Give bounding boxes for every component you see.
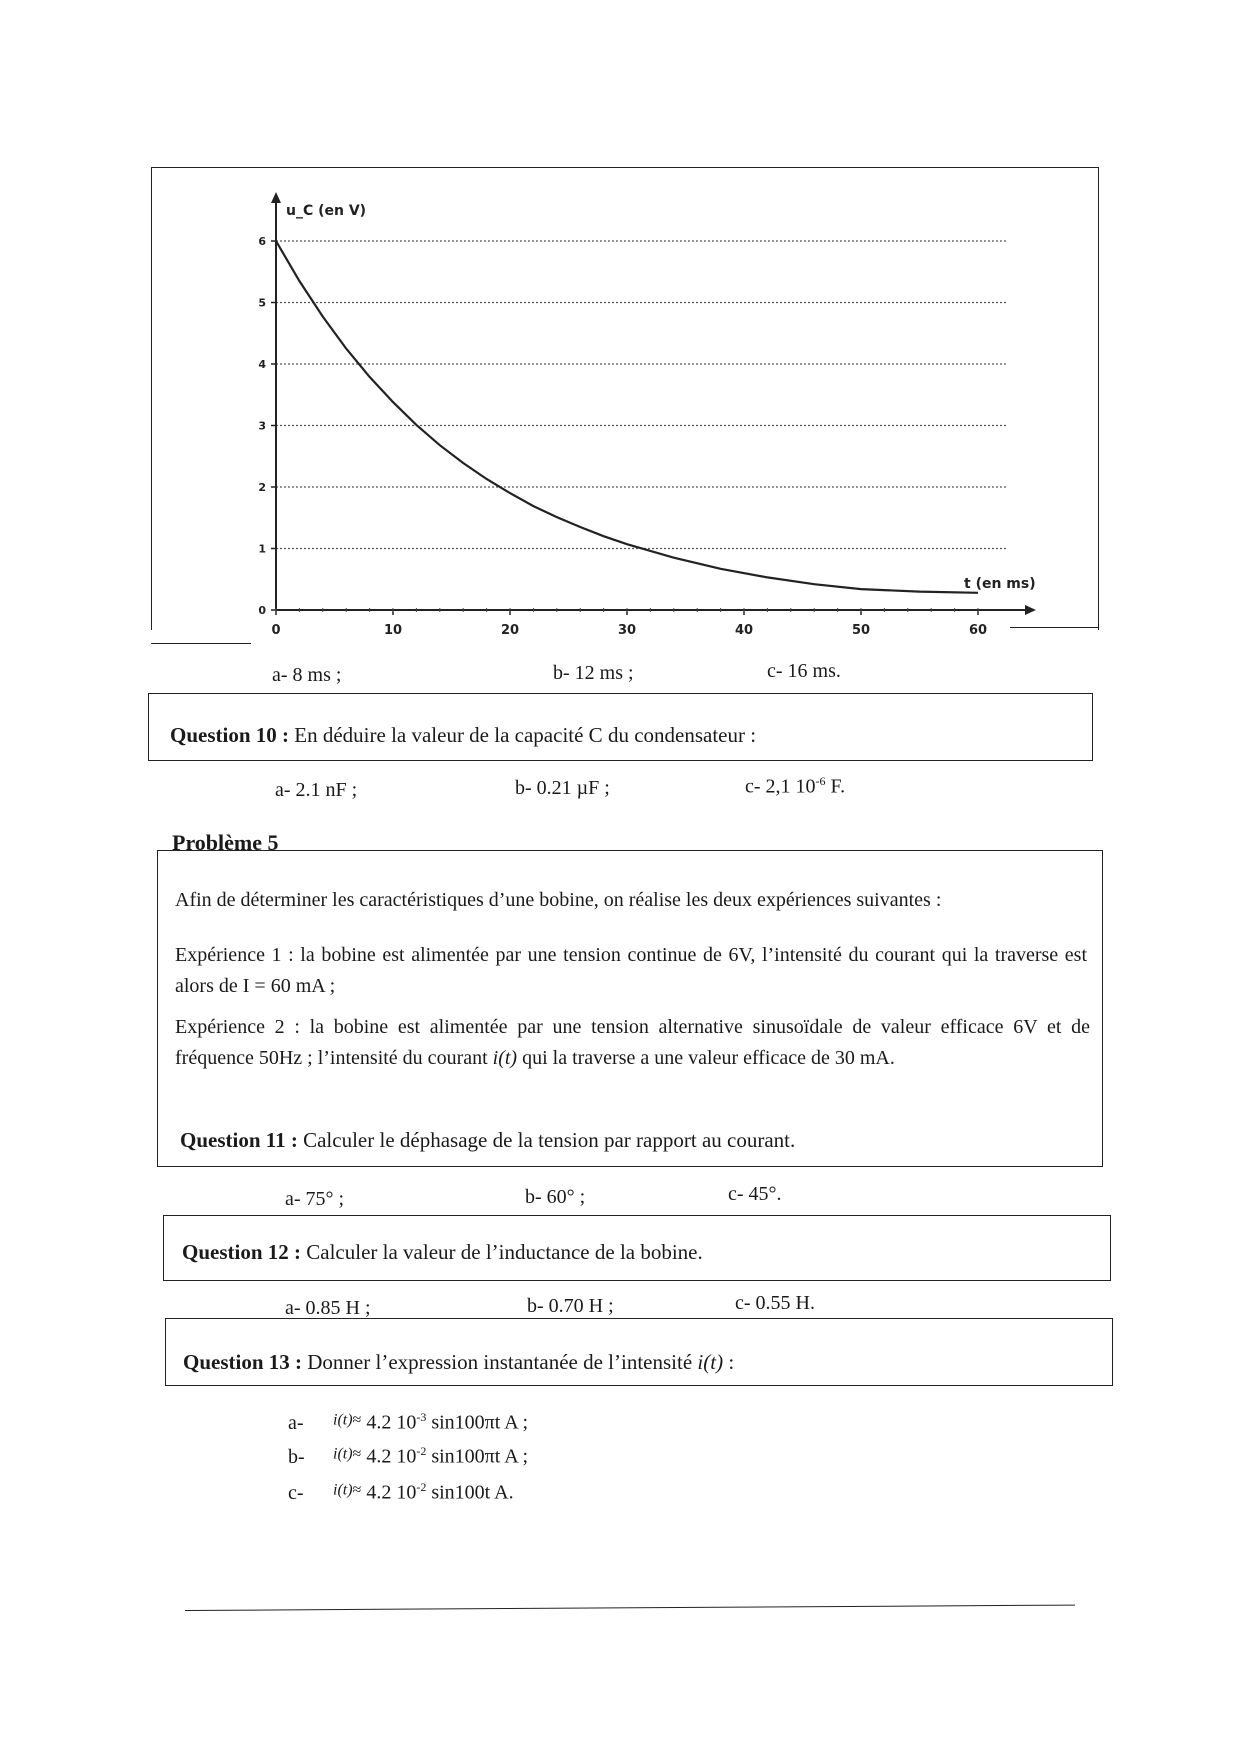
q10-answer-c-unit: F. [825, 775, 846, 798]
question-11-label: Question 11 : [180, 1128, 298, 1152]
question-11-line [180, 1128, 795, 1153]
question-13-label: Question 13 : [183, 1350, 303, 1374]
question-12-text: Calculer la valeur de l’inductance de la bobine. [306, 1240, 703, 1264]
q10-answer-c-base: c- 2,1 10 [745, 775, 816, 798]
y-tick-label: 4 [258, 358, 266, 371]
y-tick-label: 2 [258, 481, 266, 494]
q13-answer-base: 4.2 10 [366, 1411, 417, 1434]
x-tick-label: 60 [968, 623, 988, 638]
y-tick-label: 5 [258, 296, 266, 310]
x-tick-label: 50 [851, 623, 871, 638]
q13-answer-b [288, 1444, 528, 1469]
q12-answer-c: c- 0.55 H. [735, 1292, 815, 1314]
q13-answer-variable: i(t) [333, 1411, 353, 1429]
question-11-text: Calculer le déphasage de la tension par rapport au courant. [303, 1128, 796, 1152]
q9-answer-b: b- 12 ms ; [553, 662, 634, 684]
q10-answer-c [745, 774, 845, 799]
experience-2-text-end: qui la traverse a une valeur efficace de 30 mA. [517, 1047, 895, 1069]
problem-5-experience-1: Expérience 1 : la bobine est alimentée par une tension continue de 6V, l’intensité du courant qui la traverse est alors de I = 60 mA ; [175, 944, 1087, 997]
series-uc-curve [276, 241, 978, 593]
q12-answer-a: a- 0.85 H ; [285, 1297, 371, 1319]
question-13-line [183, 1350, 734, 1375]
problem-5-intro: Afin de déterminer les caractéristiques d’une bobine, on réalise les deux expériences suivantes : [175, 889, 942, 911]
y-tick-label: 0 [258, 604, 266, 617]
footer-rule [185, 1605, 1075, 1611]
y-axis-arrow-icon [271, 192, 281, 203]
q11-answer-c: c- 45°. [728, 1183, 782, 1205]
q13-answer-expression: sin100πt A ; [426, 1411, 529, 1434]
q13-answer-variable: i(t) [333, 1445, 353, 1463]
y-tick-label: 1 [258, 542, 266, 556]
question-12-line [182, 1240, 703, 1265]
x-tick-label: 40 [734, 623, 754, 638]
chart-box-bottom-left-line [151, 643, 251, 644]
q13-answer-exponent: -2 [416, 1444, 427, 1458]
experience-2-text-start: Expérience 2 : la bobine est alimentée par une tension alternative sinusoïdale de valeur efficace 6V et de fréquence 50Hz ; l’intensité du courant [175, 1016, 1090, 1069]
q10-answer-b: b- 0.21 µF ; [515, 777, 610, 799]
q10-answer-a: a- 2.1 nF ; [275, 779, 358, 801]
x-tick-label: 0 [271, 623, 281, 638]
q12-answer-b: b- 0.70 H ; [527, 1295, 614, 1317]
q13-answer-expression: sin100πt A ; [426, 1445, 529, 1468]
q13-answer-exponent: -2 [416, 1480, 427, 1494]
question-13-text-end: : [723, 1350, 735, 1374]
question-13-current-symbol: i(t) [697, 1350, 724, 1374]
q13-answer-base: 4.2 10 [366, 1445, 417, 1468]
x-tick-label: 10 [383, 623, 403, 638]
question-10-text: En déduire la valeur de la capacité C du condensateur : [294, 723, 757, 747]
x-axis-arrow-icon [1025, 605, 1036, 615]
q13-answer-approx-symbol: ≈ [352, 1411, 362, 1429]
q10-answer-c-exponent: -6 [815, 774, 826, 788]
y-tick-label: 3 [258, 419, 266, 433]
q13-answer-approx-symbol: ≈ [352, 1445, 362, 1463]
question-12-label: Question 12 : [182, 1240, 302, 1264]
question-10-line [170, 723, 756, 748]
q11-answer-b: b- 60° ; [525, 1186, 586, 1208]
y-tick-label: 6 [258, 235, 266, 248]
question-13-text-start: Donner l’expression instantanée de l’intensité [307, 1350, 698, 1374]
q13-answer-expression: sin100t A. [426, 1481, 514, 1504]
q13-answer-base: 4.2 10 [366, 1481, 417, 1504]
q13-answer-letter: c- [288, 1481, 304, 1504]
experience-2-current-symbol: i(t) [492, 1047, 518, 1069]
q13-answer-variable: i(t) [333, 1481, 353, 1499]
q9-answer-c: c- 16 ms. [767, 660, 841, 682]
q9-answer-a: a- 8 ms ; [272, 664, 342, 686]
chart [240, 190, 1060, 650]
y-axis-label: u_C (en V) [286, 203, 367, 219]
q13-answer-c [288, 1480, 514, 1505]
problem-5-experience-2 [175, 1012, 1090, 1074]
x-tick-label: 20 [500, 623, 520, 638]
q11-answer-a: a- 75° ; [285, 1188, 345, 1210]
problem-5-title: Problème 5 [172, 830, 279, 855]
q13-answer-letter: a- [288, 1411, 304, 1434]
question-10-label: Question 10 : [170, 723, 290, 747]
q13-answer-approx-symbol: ≈ [352, 1481, 362, 1499]
q13-answer-letter: b- [288, 1445, 305, 1468]
x-tick-label: 30 [617, 623, 637, 638]
q13-answer-exponent: -3 [416, 1410, 427, 1424]
x-axis-label: t (en ms) [964, 576, 1036, 592]
q13-answer-a [288, 1410, 528, 1435]
